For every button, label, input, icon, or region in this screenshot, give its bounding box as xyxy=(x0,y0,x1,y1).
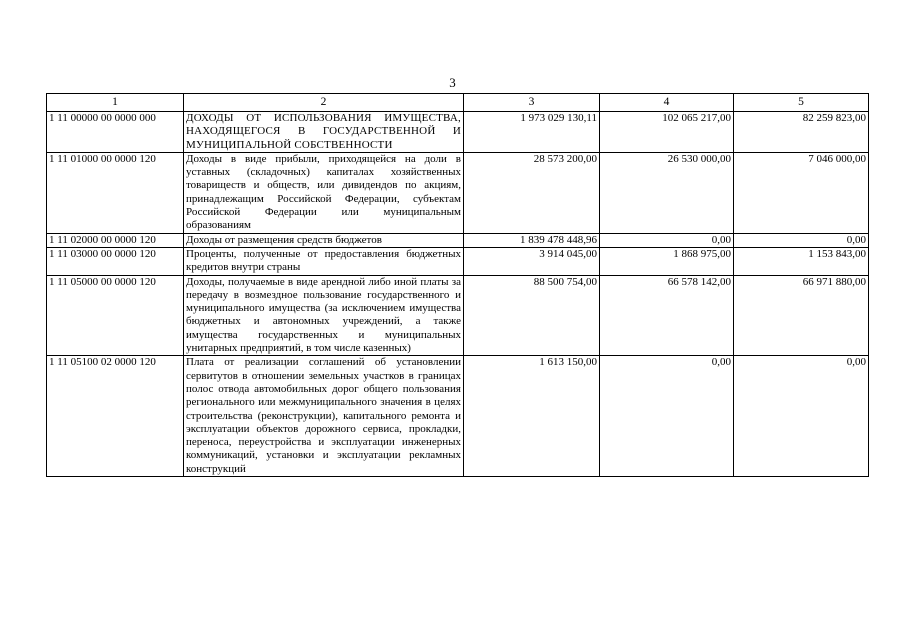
amount-col-3: 1 613 150,00 xyxy=(464,356,600,477)
revenue-name: Проценты, полученные от предоставления бюджетных кредитов внутри страны xyxy=(184,247,464,275)
amount-col-5: 1 153 843,00 xyxy=(734,247,869,275)
table-row xyxy=(47,233,869,247)
revenue-code: 1 11 01000 00 0000 120 xyxy=(47,152,184,233)
revenue-code: 1 11 02000 00 0000 120 xyxy=(47,233,184,247)
amount-col-4: 0,00 xyxy=(600,356,734,477)
revenue-code: 1 11 00000 00 0000 000 xyxy=(47,112,184,153)
amount-col-4: 26 530 000,00 xyxy=(600,152,734,233)
column-header-3: 3 xyxy=(464,94,600,112)
page-number: 3 xyxy=(449,75,456,90)
revenue-name: Доходы, получаемые в виде арендной либо иной платы за передачу в возмездное пользование государственного и муниципального имущества (за исключением имущества бюджетных и автономных учреждений, а также имущества государственных и муниципальных унитарных предприятий, в том числе казенных) xyxy=(184,275,464,356)
column-header-2: 2 xyxy=(184,94,464,112)
column-header-5: 5 xyxy=(734,94,869,112)
amount-col-4: 102 065 217,00 xyxy=(600,112,734,153)
amount-col-5: 66 971 880,00 xyxy=(734,275,869,356)
revenue-code: 1 11 03000 00 0000 120 xyxy=(47,247,184,275)
column-header-4: 4 xyxy=(600,94,734,112)
amount-col-3: 1 973 029 130,11 xyxy=(464,112,600,153)
amount-col-5: 0,00 xyxy=(734,233,869,247)
amount-col-5: 0,00 xyxy=(734,356,869,477)
amount-col-4: 0,00 xyxy=(600,233,734,247)
amount-col-4: 66 578 142,00 xyxy=(600,275,734,356)
amount-col-5: 82 259 823,00 xyxy=(734,112,869,153)
revenue-code: 1 11 05000 00 0000 120 xyxy=(47,275,184,356)
revenue-name: Доходы в виде прибыли, приходящейся на доли в уставных (складочных) капиталах хозяйственных товариществ и обществ, или дивидендов по акциям, принадлежащим Российской Федерации, субъектам Российской Федерации или муниципальным образованиям xyxy=(184,152,464,233)
table-header-row xyxy=(47,94,869,112)
table-row xyxy=(47,275,869,356)
column-header-1: 1 xyxy=(47,94,184,112)
amount-col-3: 88 500 754,00 xyxy=(464,275,600,356)
amount-col-3: 1 839 478 448,96 xyxy=(464,233,600,247)
amount-col-4: 1 868 975,00 xyxy=(600,247,734,275)
revenue-name: Доходы от размещения средств бюджетов xyxy=(184,233,464,247)
table-row xyxy=(47,247,869,275)
table-row xyxy=(47,356,869,477)
budget-revenue-table xyxy=(46,93,869,477)
amount-col-5: 7 046 000,00 xyxy=(734,152,869,233)
table-row xyxy=(47,112,869,153)
amount-col-3: 3 914 045,00 xyxy=(464,247,600,275)
table-row xyxy=(47,152,869,233)
amount-col-3: 28 573 200,00 xyxy=(464,152,600,233)
revenue-code: 1 11 05100 02 0000 120 xyxy=(47,356,184,477)
revenue-name: Плата от реализации соглашений об установлении сервитутов в отношении земельных участков в границах полос отвода автомобильных дорог общего пользования регионального или межмуниципального значения в целях строительства (реконструкции), капитального ремонта и эксплуатации объектов дорожного сервиса, прокладки, переноса, переустройства и эксплуатации инженерных коммуникаций, установки и эксплуатации рекламных конструкций xyxy=(184,356,464,477)
revenue-name: ДОХОДЫ ОТ ИСПОЛЬЗОВАНИЯ ИМУЩЕСТВА, НАХОДЯЩЕГОСЯ В ГОСУДАРСТВЕННОЙ И МУНИЦИПАЛЬНОЙ СОБСТВЕННОСТИ xyxy=(184,112,464,153)
